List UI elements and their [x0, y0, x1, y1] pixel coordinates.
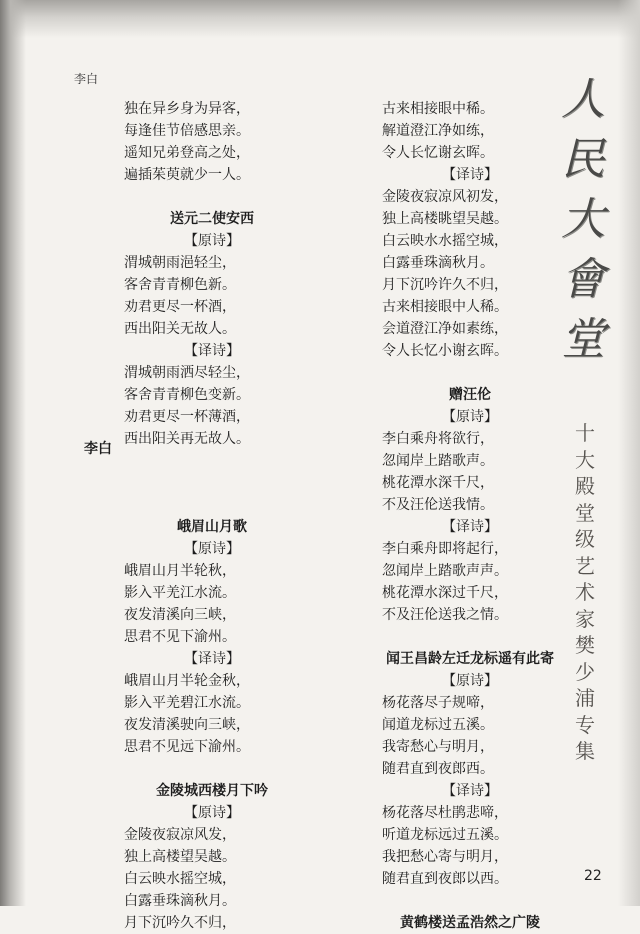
side-logo-calligraphy: [553, 70, 613, 370]
poem-line: 杨花落尽子规啼，: [382, 695, 494, 711]
subtitle-char: 专: [575, 712, 595, 737]
poem-line: 杨花落尽杜鹃悲啼，: [382, 805, 508, 821]
poem-line: 李白乘舟将欲行，: [382, 431, 494, 447]
section-label: 【原诗】: [442, 673, 498, 689]
subtitle-char: 术: [575, 580, 595, 604]
poem-line: 客舍青青柳色变新。: [124, 387, 250, 403]
poem-line: 劝君更尽一杯酒，: [124, 299, 236, 315]
subtitle-char: 少: [575, 659, 595, 684]
section-author: 李白: [84, 441, 112, 457]
poem-title: 闻王昌龄左迁龙标遥有此寄: [386, 651, 554, 667]
section-label: 【原诗】: [184, 805, 240, 821]
poem-title: 黄鹤楼送孟浩然之广陵: [400, 915, 540, 931]
subtitle-char: 艺: [575, 553, 595, 578]
section-label: 【原诗】: [184, 541, 240, 557]
poem-line: 解道澄江净如练，: [382, 123, 494, 139]
poem-line: 闻道龙标过五溪。: [382, 717, 494, 733]
poem-line: 遍插茱萸就少一人。: [124, 167, 250, 183]
page-edge-right: [618, 0, 640, 906]
subtitle-char: 浦: [575, 686, 595, 710]
poem-line: 我把愁心寄与明月，: [382, 849, 508, 865]
poem-line: 古来相接眼中人稀。: [382, 299, 508, 315]
poem-line: 思君不见远下渝州。: [124, 739, 250, 755]
poem-line: 月下沉吟许久不归，: [382, 277, 508, 293]
poem-line: 白云映水水摇空城，: [382, 233, 508, 249]
subtitle-char: 大: [575, 447, 595, 472]
poem-line: 令人长忆小谢玄晖。: [382, 343, 508, 359]
poem-line: 桃花潭水深千尺，: [382, 475, 494, 491]
poem-line: 白露垂珠滴秋月。: [382, 255, 494, 271]
logo-char: 堂: [561, 314, 605, 365]
poem-line: 劝君更尽一杯薄酒，: [124, 409, 250, 425]
right-poem-column: [370, 98, 570, 934]
poem-line: 不及汪伦送我情。: [382, 497, 494, 513]
poem-title: 赠汪伦: [449, 387, 491, 403]
poem-line: 李白乘舟即将起行，: [382, 541, 508, 557]
poem-line: 每逢佳节倍感思亲。: [124, 123, 250, 139]
section-label: 【原诗】: [184, 233, 240, 249]
poem-line: 随君直到夜郎西。: [382, 761, 494, 777]
poem-line: 独在异乡身为异客，: [124, 101, 250, 117]
spacer: [370, 626, 570, 648]
poem-line: 月下沉吟久不归，: [124, 915, 236, 931]
page-number: 22: [584, 868, 602, 884]
poem-line: 金陵夜寂凉风发，: [124, 827, 236, 843]
poem-line: 夜发清溪向三峡，: [124, 607, 236, 623]
section-label: 【原诗】: [442, 409, 498, 425]
poem-line: 古来相接眼中稀。: [382, 101, 494, 117]
subtitle-char: 级: [575, 527, 595, 551]
page-edge-top: [0, 0, 640, 38]
poem-line: 白云映水摇空城，: [124, 871, 236, 887]
spacer: [112, 758, 312, 780]
section-label: 【译诗】: [442, 167, 498, 183]
section-label: 【译诗】: [442, 519, 498, 535]
poem-line: 不及汪伦送我之情。: [382, 607, 508, 623]
spacer: [370, 362, 570, 384]
poem-line: 忽闻岸上踏歌声声。: [382, 563, 508, 579]
header-author: 李白: [74, 72, 99, 86]
poem-line: 会道澄江净如素练，: [382, 321, 508, 337]
poem-line: 独上高楼眺望吴越。: [382, 211, 508, 227]
poem-line: 令人长忆谢玄晖。: [382, 145, 494, 161]
poem-line: 影入平羌江水流。: [124, 585, 236, 601]
subtitle-char: 樊: [575, 633, 595, 657]
poem-line: 金陵夜寂凉风初发，: [382, 189, 508, 205]
poem-line: 西出阳关无故人。: [124, 321, 236, 337]
spacer: [112, 186, 312, 208]
subtitle-char: 堂: [575, 500, 595, 525]
poem-line: 渭城朝雨浥轻尘，: [124, 255, 236, 271]
section-label: 【译诗】: [184, 651, 240, 667]
left-poem-column: [112, 98, 312, 934]
poem-line: 桃花潭水深过千尺，: [382, 585, 508, 601]
section-label: 【译诗】: [184, 343, 240, 359]
spacer: [370, 890, 570, 912]
poem-line: 渭城朝雨洒尽轻尘，: [124, 365, 250, 381]
poem-line: 影入平羌碧江水流。: [124, 695, 250, 711]
poem-line: 独上高楼望吴越。: [124, 849, 236, 865]
poem-line: 峨眉山月半轮秋，: [124, 563, 236, 579]
poem-line: 随君直到夜郎以西。: [382, 871, 508, 887]
poem-line: 我寄愁心与明月，: [382, 739, 494, 755]
poem-line: 白露垂珠滴秋月。: [124, 893, 236, 909]
poem-title: 峨眉山月歌: [177, 519, 247, 535]
section-label: 【译诗】: [442, 783, 498, 799]
poem-title: 金陵城西楼月下吟: [156, 783, 268, 799]
poem-line: 忽闻岸上踏歌声。: [382, 453, 494, 469]
poem-line: 思君不见下渝州。: [124, 629, 236, 645]
poem-line: 听道龙标远过五溪。: [382, 827, 508, 843]
poem-line: 峨眉山月半轮金秋，: [124, 673, 250, 689]
poem-line: 西出阳关再无故人。: [124, 431, 250, 447]
poem-line: 遥知兄弟登高之处，: [124, 145, 250, 161]
logo-char: 人: [561, 74, 605, 125]
logo-char: 民: [561, 134, 605, 185]
spacer: [112, 472, 312, 494]
subtitle-char: 十: [575, 421, 595, 445]
subtitle-char: 集: [575, 739, 595, 763]
spacer: [112, 494, 312, 516]
logo-char: 大: [561, 194, 605, 245]
page-edge-left: [0, 0, 26, 906]
logo-char: 會: [561, 254, 605, 305]
subtitle-char: 殿: [575, 474, 595, 498]
spacer: [112, 450, 312, 472]
poem-line: 夜发清溪驶向三峡，: [124, 717, 250, 733]
poem-title: 送元二使安西: [170, 211, 254, 227]
side-collection-title: [570, 420, 600, 765]
poem-line: 客舍青青柳色新。: [124, 277, 236, 293]
subtitle-char: 家: [575, 606, 595, 631]
